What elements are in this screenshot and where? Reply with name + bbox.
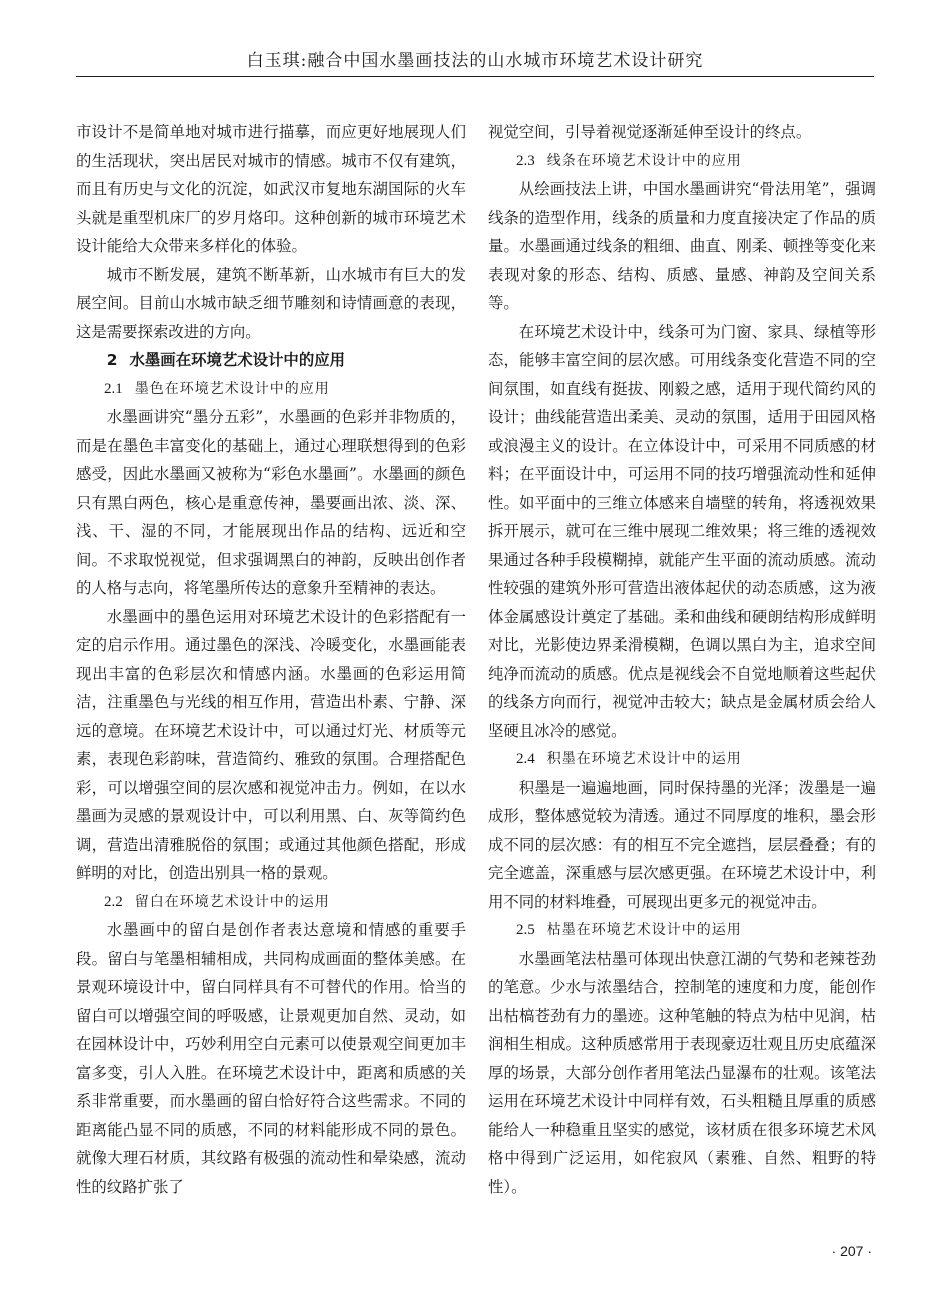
section-number: 2 bbox=[106, 351, 118, 369]
subsection-title: 积墨在环境艺术设计中的运用 bbox=[546, 751, 742, 767]
header-rule bbox=[76, 76, 874, 77]
subsection-number: 2.3 bbox=[516, 152, 535, 169]
paragraph: 积墨是一遍遍地画，同时保持墨的光泽；泼墨是一遍成形，整体感觉较为清透。通过不同厚度的堆积，墨会形成不同的层次感：有的相互不完全遮挡，层层叠叠；有的完全遮盖，深重感与层次感更强。在环境艺术设计中，利用不同的材料堆叠，可展现出更多元的视觉冲击。 bbox=[488, 778, 876, 911]
paragraph: 城市不断发展，建筑不断革新，山水城市有巨大的发展空间。目前山水城市缺乏细节雕刻和诗情画意的表现，这是需要探索改进的方向。 bbox=[76, 265, 466, 341]
paragraph: 在环境艺术设计中，线条可为门窗、家具、绿植等形态，能够丰富空间的层次感。可用线条变化营造不同的空间氛围，如直线有挺拔、刚毅之感，适用于现代简约风的设计；曲线能营造出柔美、灵动的氛围，适用于田园风格或浪漫主义的设计。在立体设计中，可采用不同质感的材料；在平面设计中，可运用不同的技巧增强流动性和延伸性。如平面中的三维立体感来自墙壁的转角，将透视效果拆开展示，就可在三维中展现二维效果；将三维的透视效果通过各种手段模糊掉，就能产生平面的流动质感。流动性较强的建筑外形可营造出液体起伏的动态质感，这为液体金属感设计奠定了基础。柔和曲线和硬朗结构形成鲜明对比，光影使边界柔滑模糊，色调以黑白为主，追求空间纯净而流动的质感。优点是视线会不自觉地顺着这些起伏的线条方向而行，视觉冲击较大；缺点是金属材质会给人坚硬且冰冷的感觉。 bbox=[488, 322, 876, 740]
page-number: · 207 · bbox=[831, 1243, 872, 1259]
paragraph: 市设计不是简单地对城市进行描摹，而应更好地展现人们的生活现状，突出居民对城市的情感。城市不仅有建筑，而且有历史与文化的沉淀，如武汉市复地东湖国际的火车头就是重型机床厂的岁月烙印。这种创新的城市环境艺术设计能给大众带来多样化的体验。 bbox=[76, 123, 466, 255]
paragraph: 水墨画中的留白是创作者表达意境和情感的重要手段。留白与笔墨相辅相成，共同构成画面的整体美感。在景观环境设计中，留白同样具有不可替代的作用。恰当的留白可以增强空间的呼吸感，让景观更加自然、灵动，如在园林设计中，巧妙利用空白元素可以使景观空间更加丰富多变，引人入胜。在环境艺术设计中，距离和质感的关系非常重要，而水墨画的留白恰好符合这些需求。不同的距离能凸显不同的质感，不同的材料能形成不同的景色。就像大理石材质，其纹路有极强的流动性和晕染感，流动性的纹路扩张了 bbox=[76, 921, 466, 1196]
left-column bbox=[76, 118, 466, 1201]
subsection-number: 2.5 bbox=[516, 922, 535, 938]
subsection-title: 墨色在环境艺术设计中的应用 bbox=[134, 380, 330, 397]
subsection-heading bbox=[76, 375, 466, 404]
subsection-heading bbox=[488, 916, 876, 945]
subsection-heading bbox=[76, 888, 466, 917]
paragraph: 从绘画技法上讲，中国水墨画讲究“骨法用笔”，强调线条的造型作用，线条的质量和力度直接决定了作品的质量。水墨画通过线条的粗细、曲直、刚柔、顿挫等变化来表现对象的形态、结构、质感、量感、神韵及空间关系等。 bbox=[488, 180, 876, 312]
running-header: 白玉琪:融合中国水墨画技法的山水城市环境艺术设计研究 bbox=[246, 51, 704, 71]
subsection-heading bbox=[488, 745, 876, 774]
subsection-heading bbox=[488, 147, 876, 176]
paragraph: 视觉空间，引导着视觉逐渐延伸至设计的终点。 bbox=[488, 123, 812, 141]
subsection-title: 线条在环境艺术设计中的应用 bbox=[546, 152, 742, 169]
subsection-title: 留白在环境艺术设计中的运用 bbox=[134, 893, 330, 910]
paragraph: 水墨画笔法枯墨可体现出快意江湖的气势和老辣苍劲的笔意。少水与浓墨结合，控制笔的速度和力度，能创作出枯槁苍劲有力的墨迹。这种笔触的特点为枯中见润，枯润相生相成。这种质感常用于表现豪迈壮观且历史底蕴深厚的场景，大部分创作者用笔法凸显瀑布的壮观。该笔法运用在环境艺术设计中同样有效，石头粗糙且厚重的质感能给人一种稳重且坚实的感觉，该材质在很多环境艺术风格中得到广泛运用，如侘寂风（素雅、自然、粗野的特性）。 bbox=[488, 949, 876, 1196]
subsection-number: 2.4 bbox=[516, 751, 535, 767]
section-heading bbox=[76, 346, 466, 375]
paragraph: 水墨画讲究“墨分五彩”，水墨画的色彩并非物质的，而是在墨色丰富变化的基础上，通过心理联想得到的色彩感受，因此水墨画又被称为“彩色水墨画”。水墨画的颜色只有黑白两色，核心是重意传神，墨要画出浓、淡、深、浅、干、湿的不同，才能展现出作品的结构、远近和空间。不求取悦视觉，但求强调黑白的神韵，反映出创作者的人格与志向，将笔墨所传达的意象升至精神的表达。 bbox=[76, 408, 466, 597]
subsection-title: 枯墨在环境艺术设计中的运用 bbox=[546, 922, 742, 938]
subsection-number: 2.2 bbox=[104, 893, 123, 910]
section-title: 水墨画在环境艺术设计中的应用 bbox=[129, 351, 345, 369]
subsection-number: 2.1 bbox=[104, 380, 123, 397]
right-column bbox=[488, 118, 876, 1201]
paragraph: 水墨画中的墨色运用对环境艺术设计的色彩搭配有一定的启示作用。通过墨色的深浅、冷暖变化，水墨画能表现出丰富的色彩层次和情感内涵。水墨画的色彩运用简洁，注重墨色与光线的相互作用，营造出朴素、宁静、深远的意境。在环境艺术设计中，可以通过灯光、材质等元素，表现色彩韵味，营造简约、雅致的氛围。合理搭配色彩，可以增强空间的层次感和视觉冲击力。例如，在以水墨画为灵感的景观设计中，可以利用黑、白、灰等简约色调，营造出清雅脱俗的氛围；或通过其他颜色搭配，形成鲜明的对比，创造出别具一格的景观。 bbox=[76, 607, 466, 882]
